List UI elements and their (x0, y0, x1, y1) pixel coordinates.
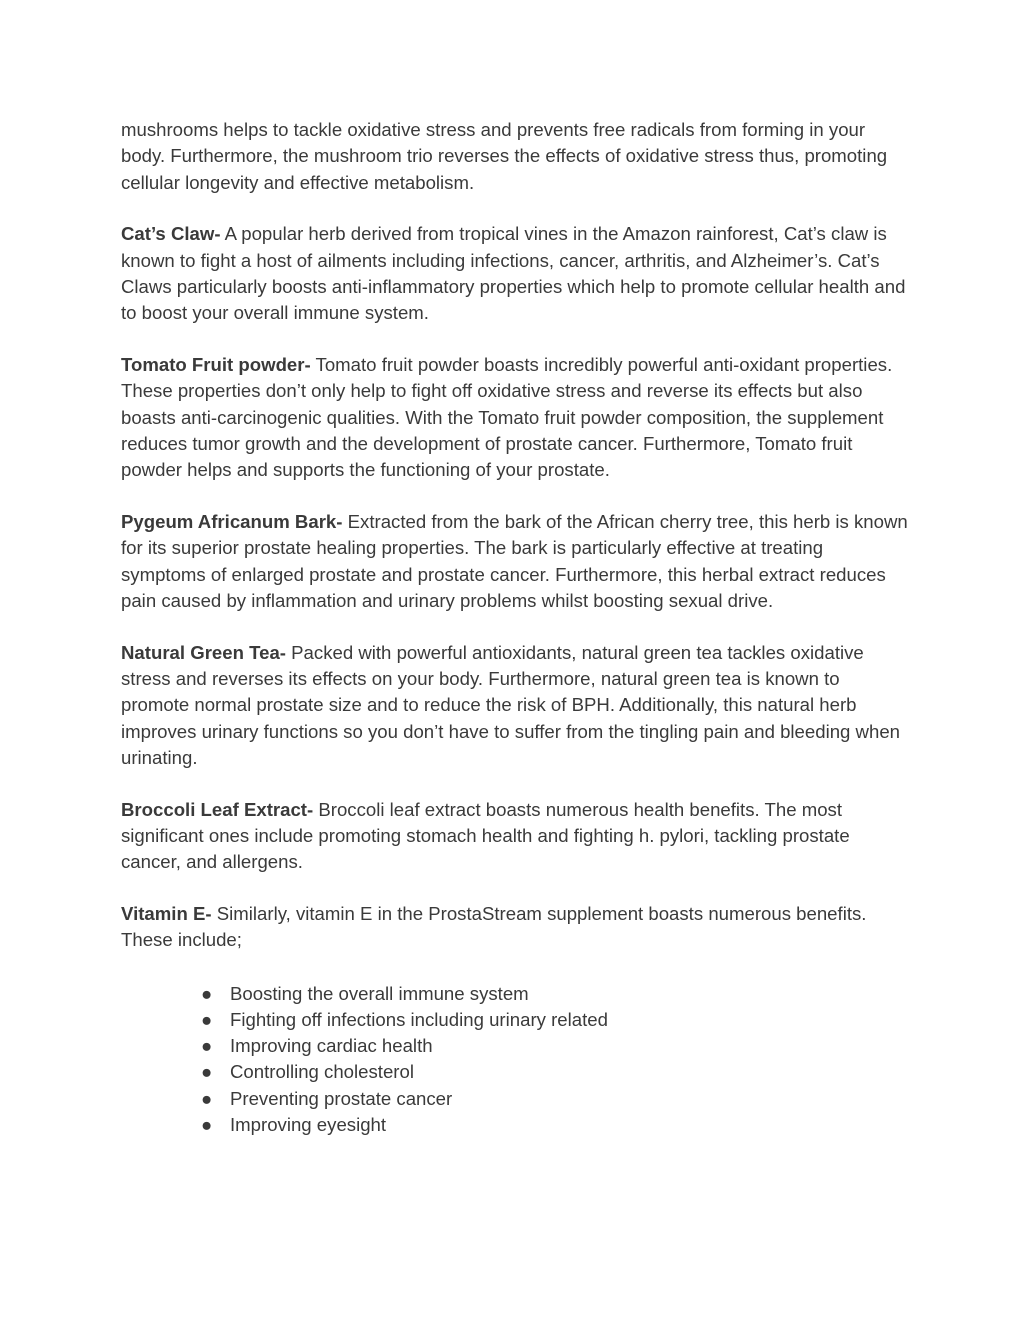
benefits-list (121, 981, 911, 1139)
intro-paragraph: mushrooms helps to tackle oxidative stress and prevents free radicals from forming in your body. Furthermore, the mushroom trio reverses the effects of oxidative stress thus, promoting cellular longevity and effective metabolism. (121, 119, 888, 193)
list-item-text: Boosting the overall immune system (230, 982, 529, 1004)
section-broccoli-leaf-extract (121, 797, 911, 876)
section-text: Broccoli leaf extract boasts numerous health benefits. The most significant ones include promoting stomach health and fighting h. pylori, tackling prostate cancer, and allergens. (121, 798, 850, 873)
list-item-text: Preventing prostate cancer (230, 1087, 453, 1109)
list-item (201, 1033, 911, 1059)
bullet-icon: ● (201, 1114, 213, 1136)
list-item-text: Controlling cholesterol (230, 1061, 414, 1083)
list-item-text: Fighting off infections including urinary related (230, 1008, 608, 1030)
section-vitamin-e (121, 901, 911, 954)
document-page (121, 117, 911, 1138)
list-item (201, 1059, 911, 1085)
bullet-icon: ● (201, 982, 213, 1004)
section-natural-green-tea (121, 640, 911, 772)
section-tomato-fruit-powder (121, 352, 911, 484)
list-item (201, 1112, 911, 1138)
section-term: Tomato Fruit powder- (121, 353, 311, 375)
bullet-icon: ● (201, 1087, 213, 1109)
section-text: Tomato fruit powder boasts incredibly powerful anti-oxidant properties. These properties don’t only help to fight off oxidative stress and reverse its effects but also boasts anti-carcinogenic qualities. With the Tomato fruit powder composition, the supplement reduces tumor growth and the development of prostate cancer. Furthermore, Tomato fruit powder helps and supports the functioning of your prostate. (121, 353, 893, 481)
list-item-text: Improving eyesight (230, 1114, 387, 1136)
section-text: Extracted from the bark of the African cherry tree, this herb is known for its superior prostate healing properties. The bark is particularly effective at treating symptoms of enlarged prostate and prostate cancer. Furthermore, this herbal extract reduces pain caused by inflammation and urinary problems whilst boosting sexual drive. (121, 510, 908, 612)
bullet-icon: ● (201, 1008, 213, 1030)
bullet-icon: ● (201, 1035, 213, 1057)
section-term: Pygeum Africanum Bark- (121, 510, 343, 532)
section-text: A popular herb derived from tropical vines in the Amazon rainforest, Cat’s claw is known to fight a host of ailments including infections, cancer, arthritis, and Alzheimer’s. Cat’s Claws particularly boosts anti-inflammatory properties which help to promote cellular health and to boost your overall immune system. (121, 223, 906, 324)
section-pygeum-africanum-bark (121, 509, 911, 615)
list-item (201, 981, 911, 1007)
section-text: Packed with powerful antioxidants, natural green tea tackles oxidative stress and reverses its effects on your body. Furthermore, natural green tea is known to promote normal prostate size and to reduce the risk of BPH. Additionally, this natural herb improves urinary functions so you don’t have to suffer from the tingling pain and bleeding when urinating. (121, 641, 900, 769)
list-item-text: Improving cardiac health (230, 1035, 433, 1057)
section-text: Similarly, vitamin E in the ProstaStream supplement boasts numerous benefits. These include; (121, 902, 867, 951)
section-cats-claw (121, 221, 911, 327)
section-term: Cat’s Claw- (121, 223, 221, 245)
section-term: Vitamin E- (121, 902, 212, 924)
list-item (201, 1007, 911, 1033)
bullet-icon: ● (201, 1061, 213, 1083)
list-item (201, 1086, 911, 1112)
section-term: Natural Green Tea- (121, 641, 286, 663)
section-term: Broccoli Leaf Extract- (121, 798, 314, 820)
